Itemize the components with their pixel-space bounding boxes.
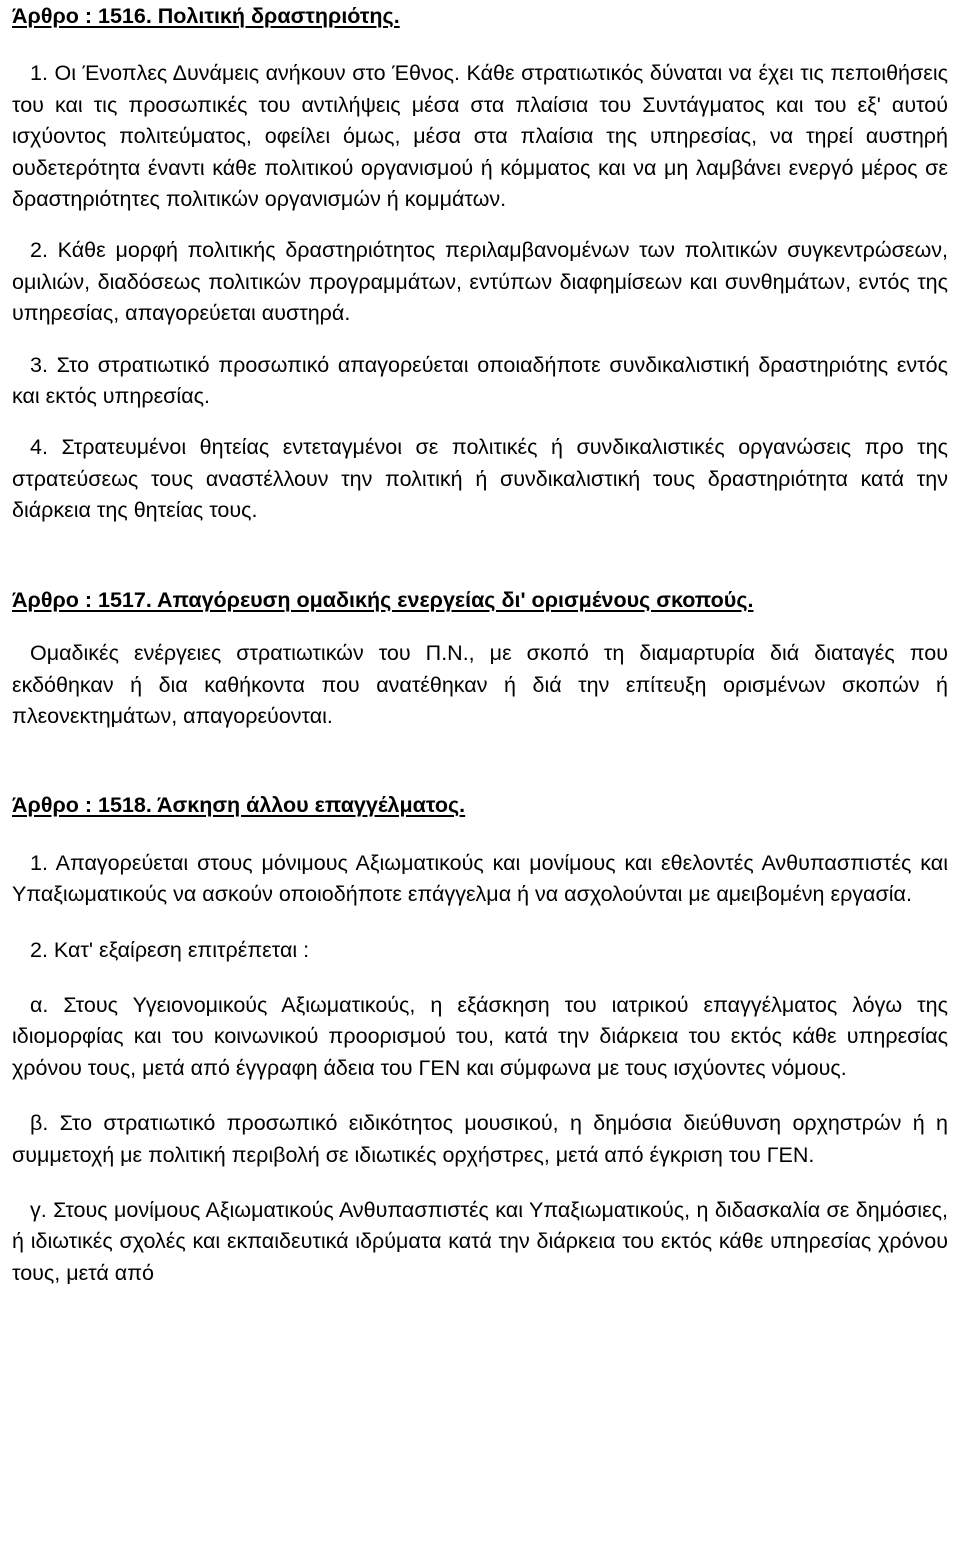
article-1516 xyxy=(12,1,948,527)
paragraph: 2. Κατ' εξαίρεση επιτρέπεται : xyxy=(30,937,310,962)
paragraph: Ομαδικές ενέργειες στρατιωτικών του Π.Ν., με σκοπό τη διαμαρτυρία διά διαταγές που εκδόθηκαν ή δια καθήκοντα που ανατέθηκαν ή διά την επίτευξη ορισμένων σκοπών ή πλεονεκτημάτων, απαγορεύονται. xyxy=(12,641,948,728)
article-1518 xyxy=(12,790,948,1289)
paragraph: α. Στους Υγειονομικούς Αξιωματικούς, η εξάσκηση του ιατρικού επαγγέλματος λόγω της ιδιομορφίας και του κοινωνικού προορισμού του, κατά την διάρκεια του εκτός κάθε υπηρεσίας χρόνου τους, μετά από έγγραφη άδεια του ΓΕΝ και σύμφωνα με τους ισχύοντες νόμους. xyxy=(12,992,948,1080)
paragraph: 4. Στρατευμένοι θητείας εντεταγμένοι σε πολιτικές ή συνδικαλιστικές οργανώσεις προ της στρατεύσεως τους αναστέλλουν την πολιτική ή συνδικαλιστική τους δραστηριότητα κατά την διάρκεια της θητείας τους. xyxy=(12,435,948,523)
paragraph: 1. Οι Ένοπλες Δυνάμεις ανήκουν στο Έθνος. Κάθε στρατιωτικός δύναται να έχει τις πεποιθήσεις του και τις προσωπικές του αντιλήψεις μέσα στα πλαίσια του Συντάγματος και του εξ' αυτού ισχύοντος πολιτεύματος, οφείλει όμως, μέσα στα πλαίσια της υπηρεσίας, να τηρεί αυστηρή ουδετερότητα έναντι κάθε πολιτικού οργανισμού ή κόμματος και να μη λαμβάνει ενεργό μέρος σε δραστηριότητες πολιτικών οργανισμών ή κομμάτων. xyxy=(12,61,948,212)
paragraph: 3. Στο στρατιωτικό προσωπικό απαγορεύεται οποιαδήποτε συνδικαλιστική δραστηριότης εντός και εκτός υπηρεσίας. xyxy=(12,352,948,409)
article-heading: Άρθρο : 1516. Πολιτική δραστηριότης. xyxy=(12,4,400,28)
document-page xyxy=(12,0,948,1289)
article-heading: Άρθρο : 1517. Απαγόρευση ομαδικής ενεργείας δι' ορισμένους σκοπούς. xyxy=(12,587,754,612)
paragraph: β. Στο στρατιωτικό προσωπικό ειδικότητος μουσικού, η δημόσια διεύθυνση ορχηστρών ή η συμμετοχή με πολιτική περιβολή σε ιδιωτικές ορχήστρες, μετά από έγκριση του ΓΕΝ. xyxy=(12,1111,948,1167)
article-heading: Άρθρο : 1518. Άσκηση άλλου επαγγέλματος. xyxy=(12,793,466,818)
paragraph: γ. Στους μονίμους Αξιωματικούς Ανθυπασπιστές και Υπαξιωματικούς, η διδασκαλία σε δημόσιες, ή ιδιωτικές σχολές και εκπαιδευτικά ιδρύματα κατά την διάρκεια του εκτός κάθε υπηρεσίας χρόνου τους, μετά από xyxy=(12,1197,948,1285)
paragraph: 2. Κάθε μορφή πολιτικής δραστηριότητος περιλαμβανομένων των πολιτικών συγκεντρώσεων, ομιλιών, διαδόσεως πολιτικών προγραμμάτων, εντύπων διαφημίσεων και συνθημάτων, εντός της υπηρεσίας, απαγορεύεται αυστηρά. xyxy=(12,238,948,326)
paragraph: 1. Απαγορεύεται στους μόνιμους Αξιωματικούς και μονίμους και εθελοντές Ανθυπασπιστές και Υπαξιωματικούς να ασκούν οποιοδήποτε επάγγελμα ή να ασχολούνται με αμειβομένη εργασία. xyxy=(12,850,948,907)
article-1517 xyxy=(12,585,948,733)
